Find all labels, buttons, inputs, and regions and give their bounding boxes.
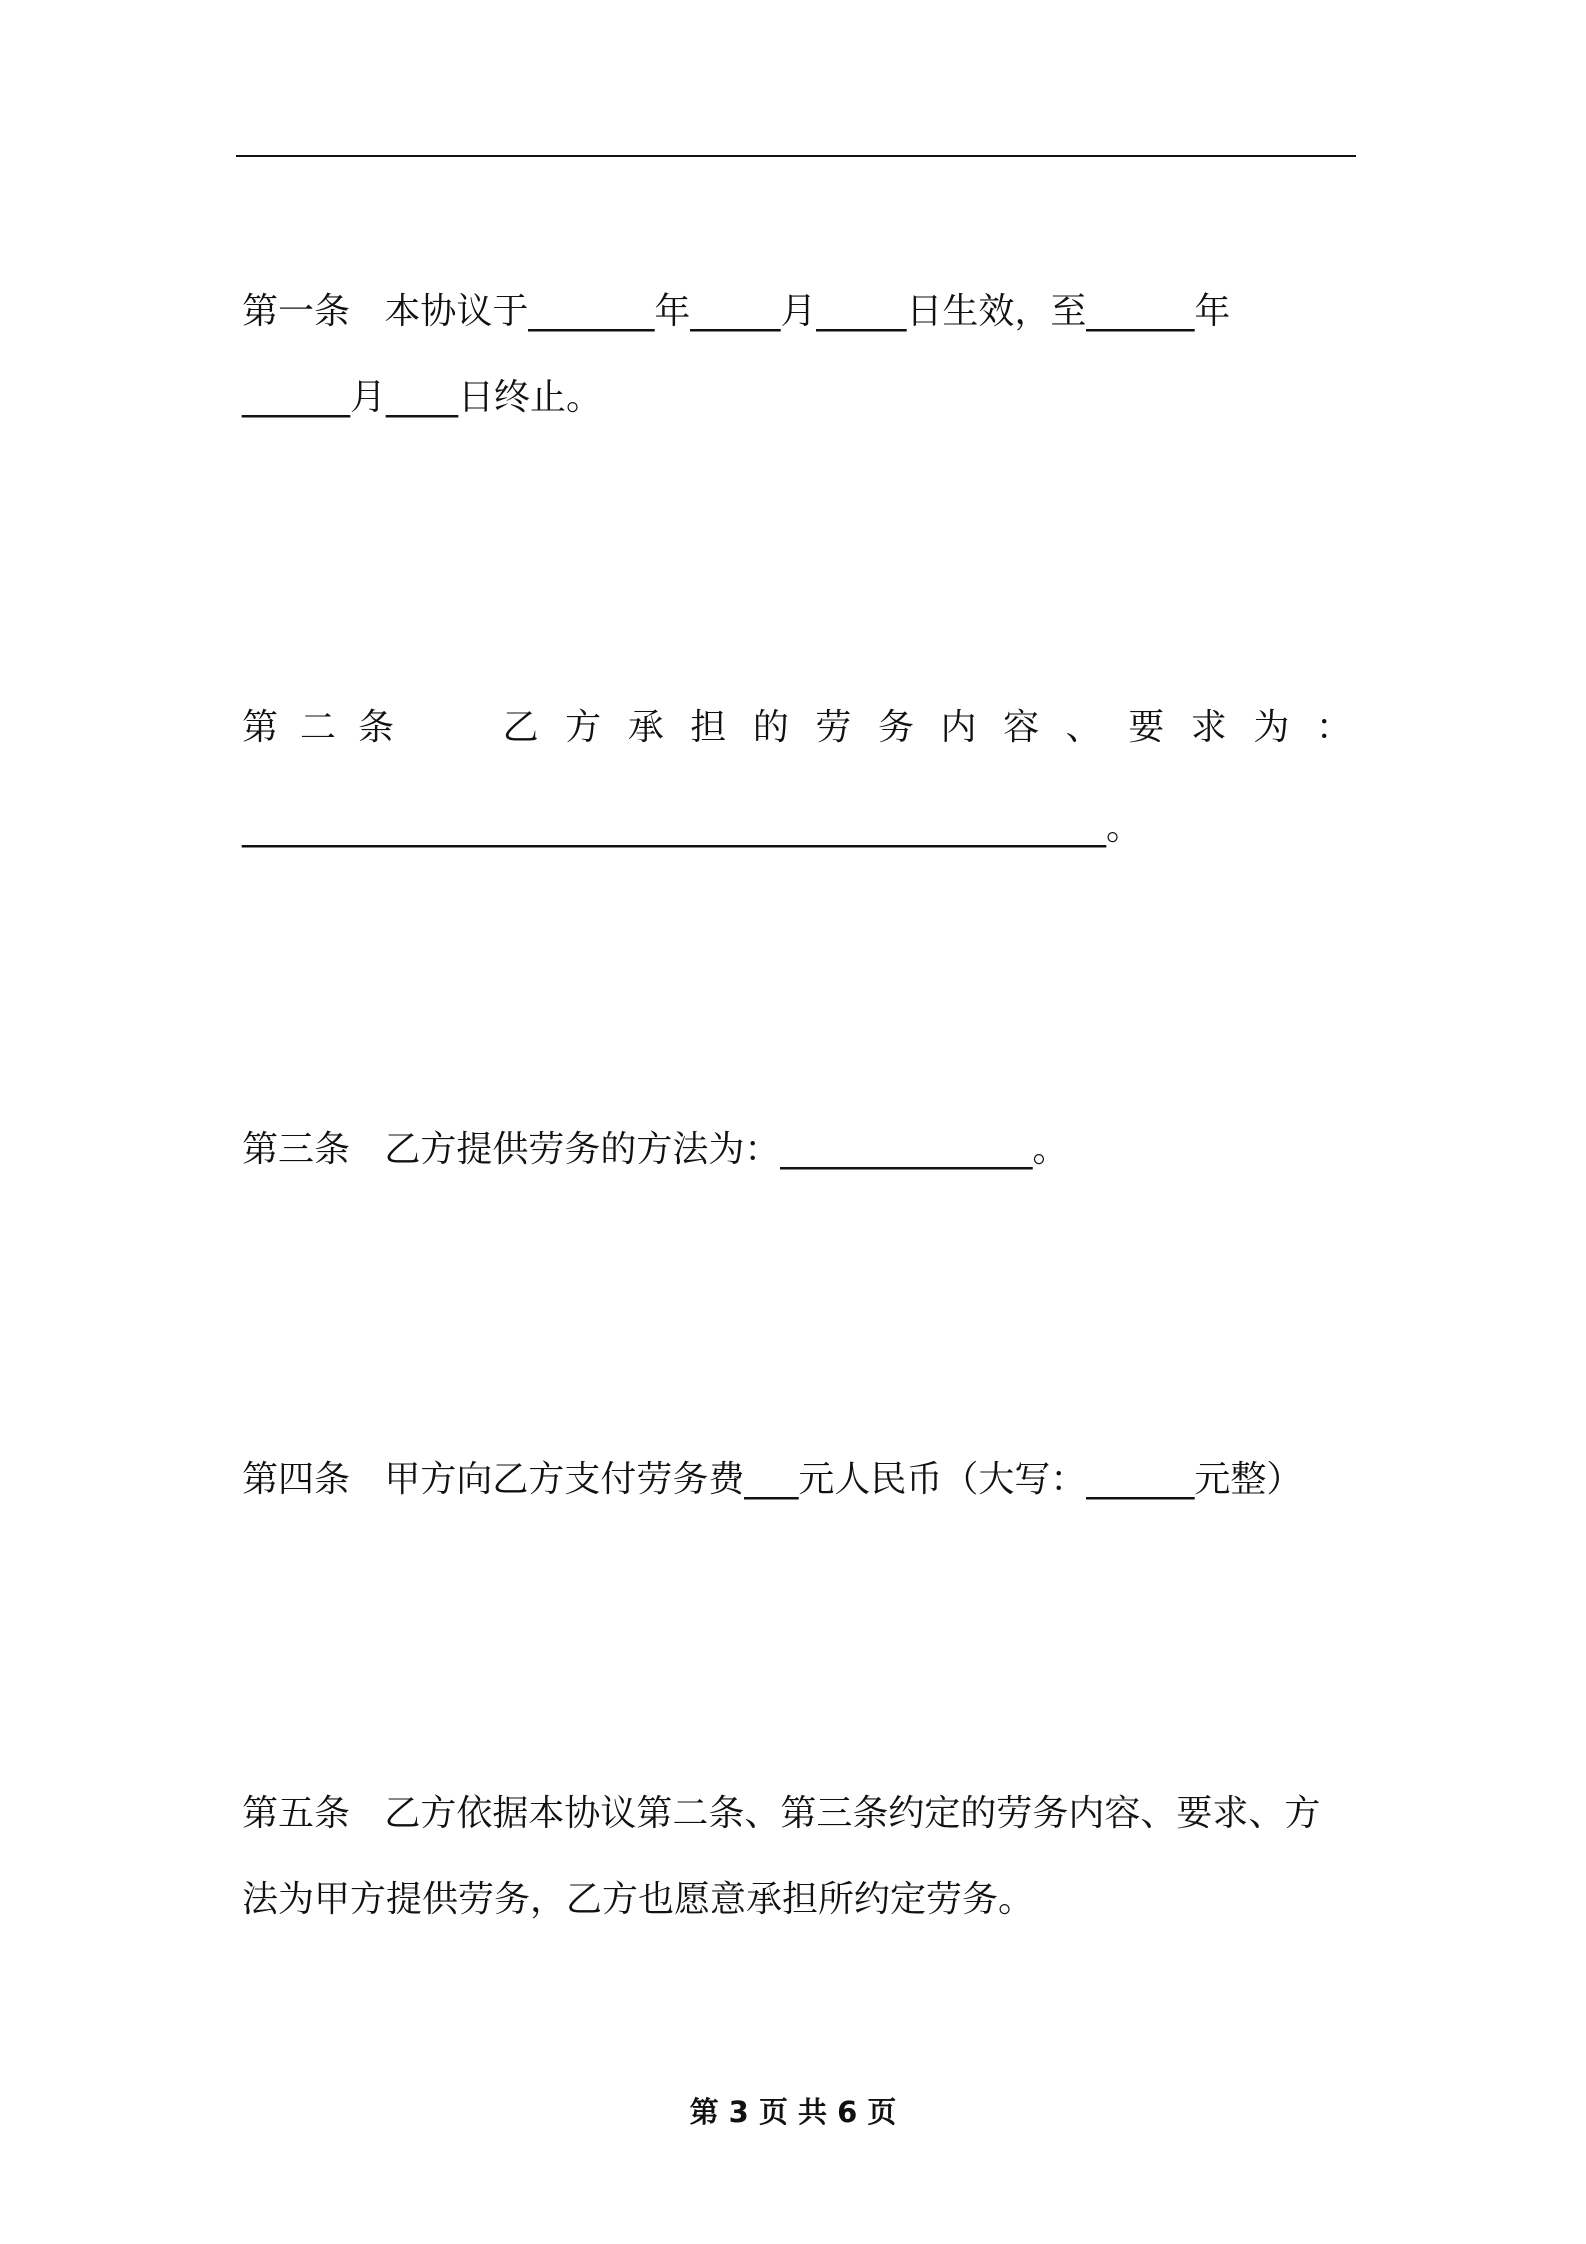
article-2-char: 乙 (502, 707, 539, 748)
article-3-line-1: 第三条 乙方提供劳务的方法为：______________。 (242, 1129, 1069, 1170)
article-5-line-2: 法为甲方提供劳务，乙方也愿意承担所约定劳务。 (242, 1879, 1035, 1920)
article-1-line-1: 第一条 本协议于_______年_____月_____日生效，至______年 (242, 291, 1231, 332)
article-2-char: 担 (690, 707, 727, 748)
article-2-char: 务 (877, 707, 914, 748)
page-footer: 第 3 页 共 6 页 (689, 2095, 897, 2129)
article-2-char: 方 (565, 707, 602, 748)
article-2-line-2: ________________________________________________。 (242, 807, 1142, 848)
article-2-char: 为 (1253, 707, 1290, 748)
article-2-label: 第二条 (242, 707, 417, 748)
article-2-char: 劳 (815, 707, 852, 748)
article-2-char: 内 (940, 707, 977, 748)
article-5-line-1: 第五条 乙方依据本协议第二条、第三条约定的劳务内容、要求、方 (242, 1793, 1321, 1834)
article-2-char: ： (1315, 707, 1352, 748)
header-rule (236, 155, 1356, 157)
article-1-line-2: ______月____日终止。 (242, 377, 603, 418)
article-2-char: 的 (752, 707, 789, 748)
article-2-char: 、 (1065, 707, 1102, 748)
article-2-line-1 (242, 706, 1352, 750)
article-2-char: 求 (1190, 707, 1227, 748)
article-2-char: 要 (1128, 707, 1165, 748)
article-2-char: 承 (627, 707, 664, 748)
article-4-line-1: 第四条 甲方向乙方支付劳务费___元人民币（大写：______元整） (242, 1459, 1303, 1500)
article-2-char: 容 (1003, 707, 1040, 748)
